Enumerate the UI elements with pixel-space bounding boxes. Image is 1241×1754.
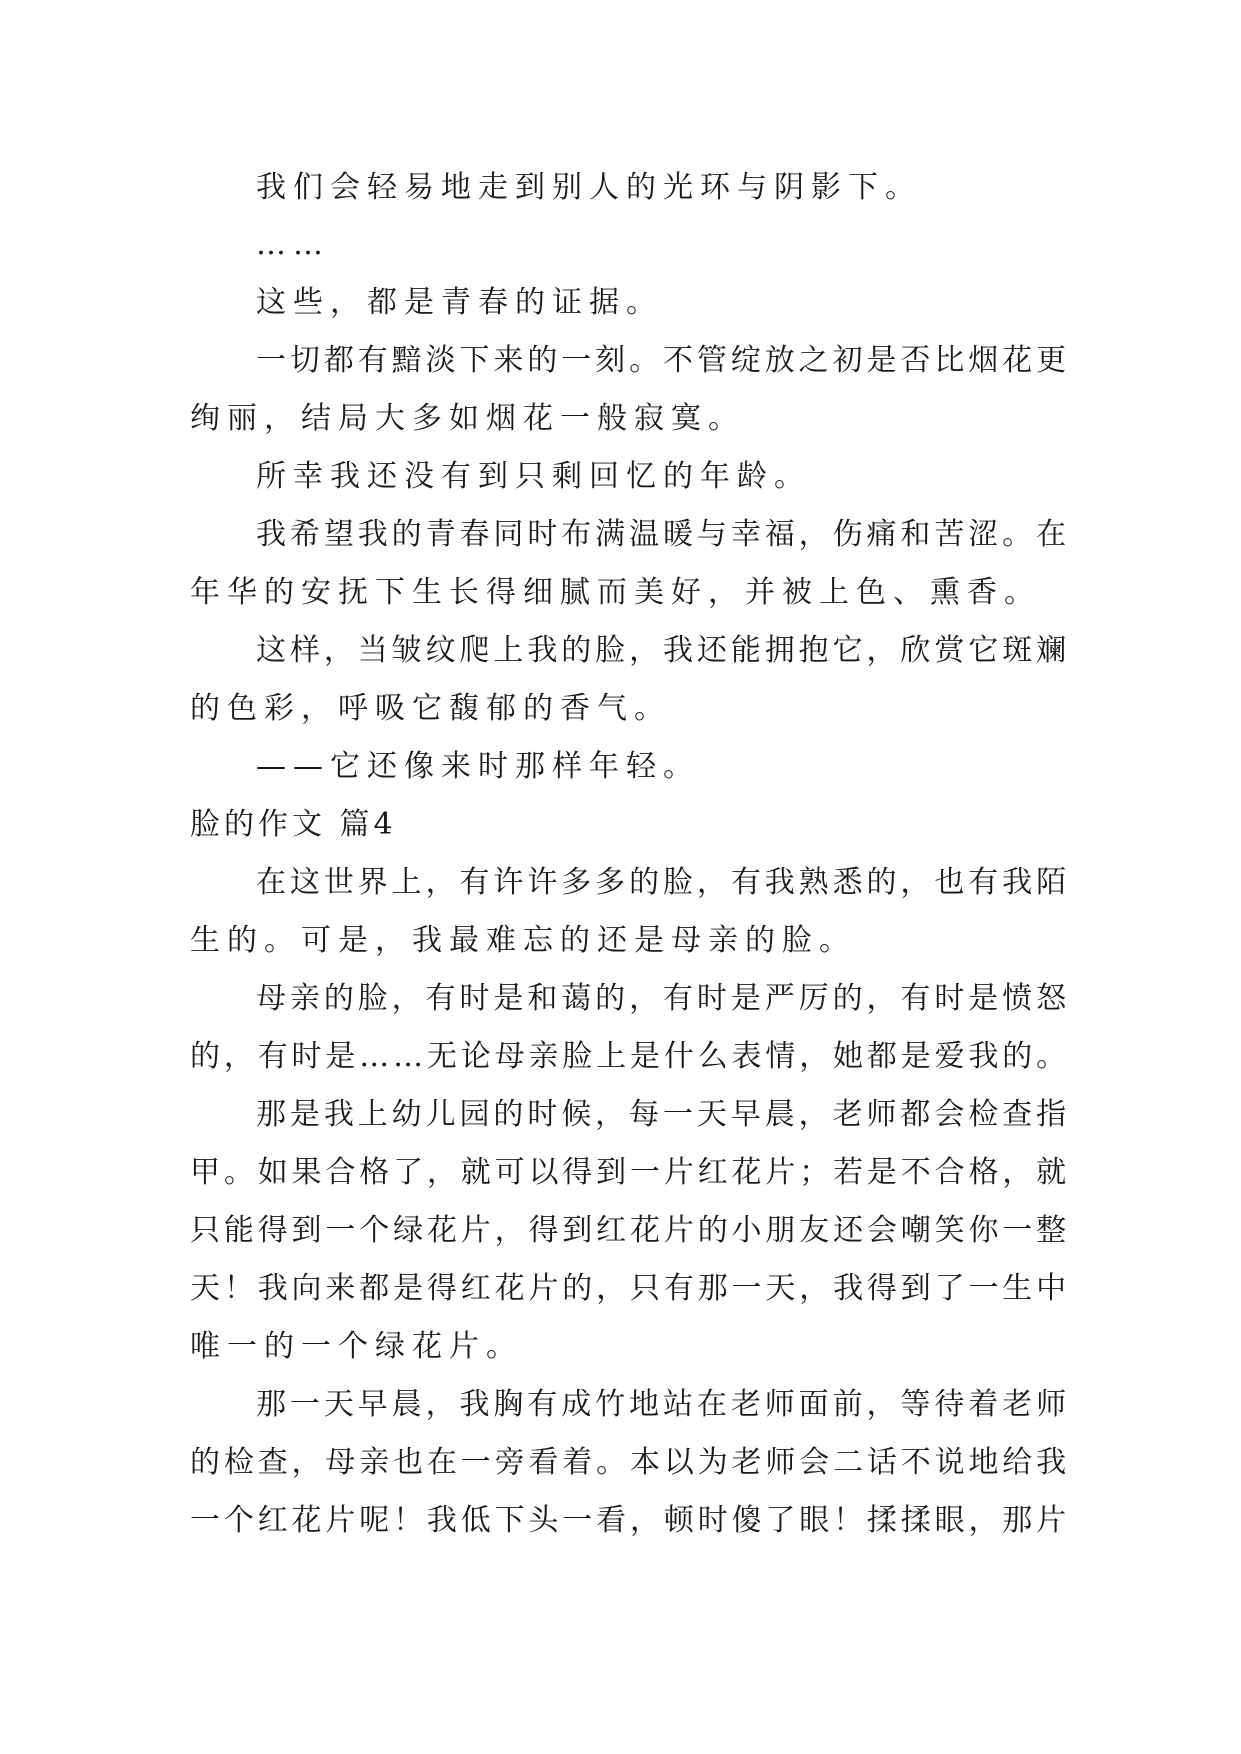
paragraph-line: 天！我向来都是得红花片的，只有那一天，我得到了一生中 xyxy=(190,1271,1070,1306)
paragraph-line: 在这世界上，有许许多多的脸，有我熟悉的，也有我陌 xyxy=(256,865,1070,900)
paragraph-line: 所幸我还没有到只剩回忆的年龄。 xyxy=(256,459,811,494)
paragraph-line: 的，有时是……无论母亲脸上是什么表情，她都是爱我的。 xyxy=(190,1039,1070,1074)
paragraph-line: 我们会轻易地走到别人的光环与阴影下。 xyxy=(256,170,922,205)
paragraph-line: 母亲的脸，有时是和蔼的，有时是严厉的，有时是愤怒 xyxy=(256,981,1070,1016)
paragraph-line: 的检查，母亲也在一旁看着。本以为老师会二话不说地给我 xyxy=(190,1445,1070,1480)
paragraph-line: 只能得到一个绿花片，得到红花片的小朋友还会嘲笑你一整 xyxy=(190,1213,1070,1248)
paragraph-line: 唯一的一个绿花片。 xyxy=(190,1329,523,1364)
ellipsis-line: …… xyxy=(256,227,330,262)
paragraph-line: 绚丽，结局大多如烟花一般寂寞。 xyxy=(190,401,745,436)
paragraph-line: 我希望我的青春同时布满温暖与幸福，伤痛和苦涩。在 xyxy=(256,517,1070,552)
paragraph-line: 这样，当皱纹爬上我的脸，我还能拥抱它，欣赏它斑斓 xyxy=(256,633,1070,668)
section-heading: 脸的作文 篇4 xyxy=(190,807,397,842)
paragraph-line: 生的。可是，我最难忘的还是母亲的脸。 xyxy=(190,923,856,958)
paragraph-line: ——它还像来时那样年轻。 xyxy=(256,749,700,784)
paragraph-line: 一切都有黯淡下来的一刻。不管绽放之初是否比烟花更 xyxy=(256,343,1070,378)
paragraph-line: 一个红花片呢！我低下头一看，顿时傻了眼！揉揉眼，那片 xyxy=(190,1503,1070,1538)
paragraph-line: 这些，都是青春的证据。 xyxy=(256,285,663,320)
paragraph-line: 那是我上幼儿园的时候，每一天早晨，老师都会检查指 xyxy=(256,1097,1070,1132)
paragraph-line: 甲。如果合格了，就可以得到一片红花片；若是不合格，就 xyxy=(190,1155,1070,1190)
paragraph-line: 年华的安抚下生长得细腻而美好，并被上色、熏香。 xyxy=(190,575,1041,610)
paragraph-line: 的色彩，呼吸它馥郁的香气。 xyxy=(190,691,671,726)
paragraph-line: 那一天早晨，我胸有成竹地站在老师面前，等待着老师 xyxy=(256,1387,1070,1422)
